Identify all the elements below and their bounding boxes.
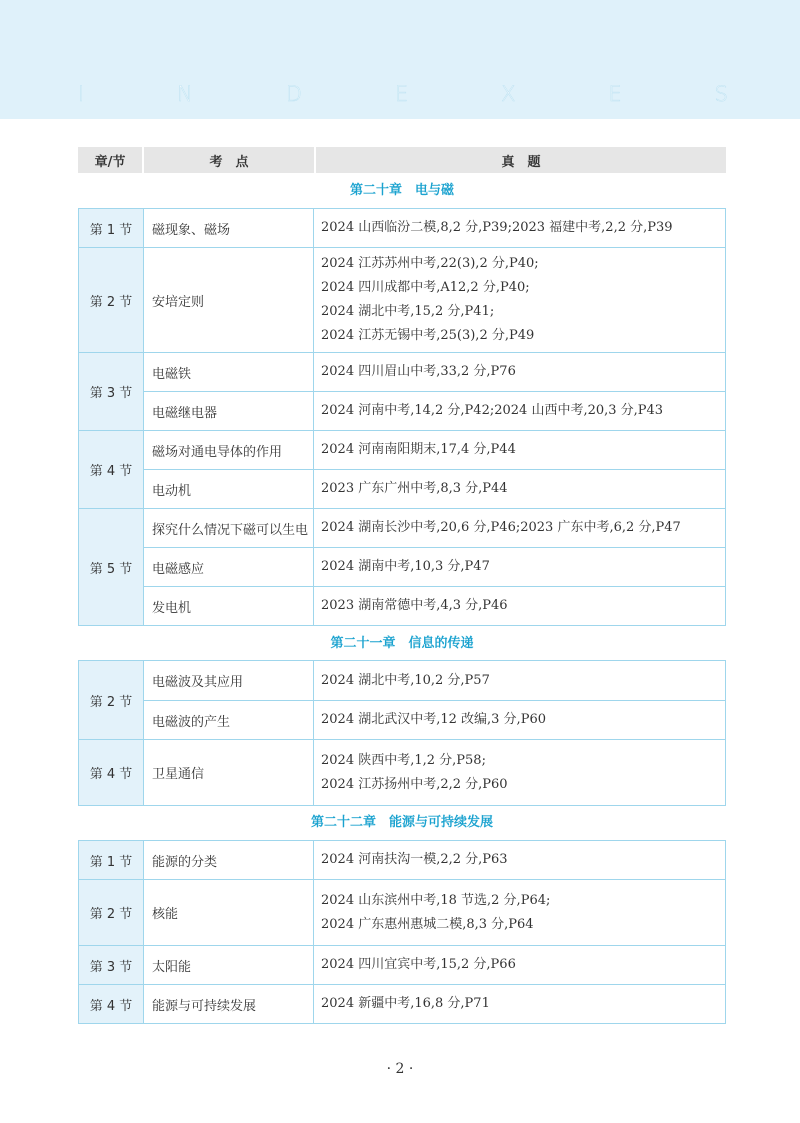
section-label: 第 2 节 <box>79 248 144 353</box>
key-point: 太阳能 <box>144 946 314 985</box>
section-label: 第 3 节 <box>79 946 144 985</box>
question-refs <box>314 509 726 548</box>
table-row <box>79 740 726 806</box>
table-row <box>79 392 726 431</box>
key-point: 核能 <box>144 880 314 946</box>
chapter-table <box>78 660 726 806</box>
question-refs <box>314 587 726 626</box>
table-row <box>79 431 726 470</box>
table-row <box>79 587 726 626</box>
key-point: 发电机 <box>144 587 314 626</box>
table-row <box>79 548 726 587</box>
table-row <box>79 353 726 392</box>
banner-letter: E <box>608 82 622 106</box>
question-line: 2024 湖北武汉中考,12 改编,3 分,P60 <box>321 712 546 727</box>
banner-letter: N <box>177 82 193 106</box>
index-banner <box>0 0 800 119</box>
question-refs <box>314 661 726 701</box>
table-row <box>79 470 726 509</box>
table-row <box>79 509 726 548</box>
key-point: 电磁铁 <box>144 353 314 392</box>
question-line: 2024 河南中考,14,2 分,P42;2024 山西中考,20,3 分,P43 <box>321 403 664 418</box>
question-refs <box>314 248 726 353</box>
banner-letter: S <box>714 82 728 106</box>
question-line: 2024 湖南中考,10,3 分,P47 <box>321 559 490 574</box>
section-label: 第 2 节 <box>79 880 144 946</box>
table-row <box>79 248 726 353</box>
section-label: 第 4 节 <box>79 740 144 806</box>
chapter-title: 第二十一章 信息的传递 <box>330 636 474 651</box>
chapter-title: 第二十章 电与磁 <box>349 183 454 198</box>
chapter-table <box>78 208 726 626</box>
question-refs <box>314 946 726 985</box>
question-line: 2023 广东广州中考,8,3 分,P44 <box>321 481 508 496</box>
question-line: 2024 新疆中考,16,8 分,P71 <box>321 996 490 1011</box>
key-point: 电磁感应 <box>144 548 314 587</box>
question-line: 2024 江苏无锡中考,25(3),2 分,P49 <box>321 328 535 343</box>
section-label: 第 4 节 <box>79 985 144 1024</box>
column-header-key-point: 考 点 <box>144 147 314 173</box>
table-row <box>79 661 726 701</box>
column-header-row <box>78 147 726 173</box>
question-refs <box>314 841 726 880</box>
key-point: 能源与可持续发展 <box>144 985 314 1024</box>
key-point: 卫星通信 <box>144 740 314 806</box>
table-row <box>79 946 726 985</box>
question-refs <box>314 431 726 470</box>
question-line: 2024 湖北中考,10,2 分,P57 <box>321 672 490 688</box>
question-line: 2024 湖南长沙中考,20,6 分,P46;2023 广东中考,6,2 分,P47 <box>321 520 681 535</box>
question-line: 2024 河南扶沟一模,2,2 分,P63 <box>321 852 508 867</box>
question-line: 2024 河南南阳期末,17,4 分,P44 <box>321 442 516 457</box>
question-line: 2024 湖北中考,15,2 分,P41; <box>321 304 495 319</box>
question-line: 2024 山西临汾二模,8,2 分,P39;2023 福建中考,2,2 分,P39 <box>321 220 673 235</box>
page-number: · 2 · <box>386 1061 414 1077</box>
question-line: 2023 湖南常德中考,4,3 分,P46 <box>321 598 508 613</box>
key-point: 电动机 <box>144 470 314 509</box>
key-point: 磁现象、磁场 <box>144 209 314 248</box>
key-point: 安培定则 <box>144 248 314 353</box>
question-line: 2024 山东滨州中考,18 节选,2 分,P64; <box>321 892 551 908</box>
question-line: 2024 江苏苏州中考,22(3),2 分,P40; <box>321 256 539 271</box>
question-refs <box>314 701 726 740</box>
section-label: 第 5 节 <box>79 509 144 626</box>
key-point: 电磁波的产生 <box>144 701 314 740</box>
section-label: 第 1 节 <box>79 841 144 880</box>
table-row <box>79 701 726 740</box>
key-point: 电磁波及其应用 <box>144 661 314 701</box>
question-line: 2024 四川成都中考,A12,2 分,P40; <box>321 280 530 295</box>
question-refs <box>314 353 726 392</box>
column-header-questions: 真 题 <box>316 147 726 173</box>
banner-letter: I <box>78 82 85 106</box>
table-row <box>79 880 726 946</box>
question-refs <box>314 985 726 1024</box>
section-label: 第 4 节 <box>79 431 144 509</box>
chapter-table <box>78 840 726 1024</box>
indexes-wordmark <box>78 82 728 106</box>
table-row <box>79 985 726 1024</box>
question-refs <box>314 392 726 431</box>
section-label: 第 1 节 <box>79 209 144 248</box>
question-refs <box>314 470 726 509</box>
question-line: 2024 四川眉山中考,33,2 分,P76 <box>321 364 516 379</box>
banner-letter: X <box>501 82 516 106</box>
key-point: 能源的分类 <box>144 841 314 880</box>
section-label: 第 3 节 <box>79 353 144 431</box>
question-refs <box>314 880 726 946</box>
key-point: 电磁继电器 <box>144 392 314 431</box>
section-label: 第 2 节 <box>79 661 144 740</box>
question-line: 2024 广东惠州惠城二模,8,3 分,P64 <box>321 916 534 932</box>
question-refs <box>314 740 726 806</box>
table-row <box>79 841 726 880</box>
column-header-section: 章/节 <box>78 147 142 173</box>
banner-letter: E <box>394 82 409 106</box>
question-line: 2024 四川宜宾中考,15,2 分,P66 <box>321 957 516 972</box>
key-point: 磁场对通电导体的作用 <box>144 431 314 470</box>
question-refs <box>314 209 726 248</box>
question-line: 2024 江苏扬州中考,2,2 分,P60 <box>321 776 508 792</box>
chapter-title: 第二十二章 能源与可持续发展 <box>310 815 493 830</box>
question-line: 2024 陕西中考,1,2 分,P58; <box>321 752 486 768</box>
banner-letter: D <box>285 82 302 106</box>
key-point: 探究什么情况下磁可以生电 <box>144 509 314 548</box>
question-refs <box>314 548 726 587</box>
table-row <box>79 209 726 248</box>
